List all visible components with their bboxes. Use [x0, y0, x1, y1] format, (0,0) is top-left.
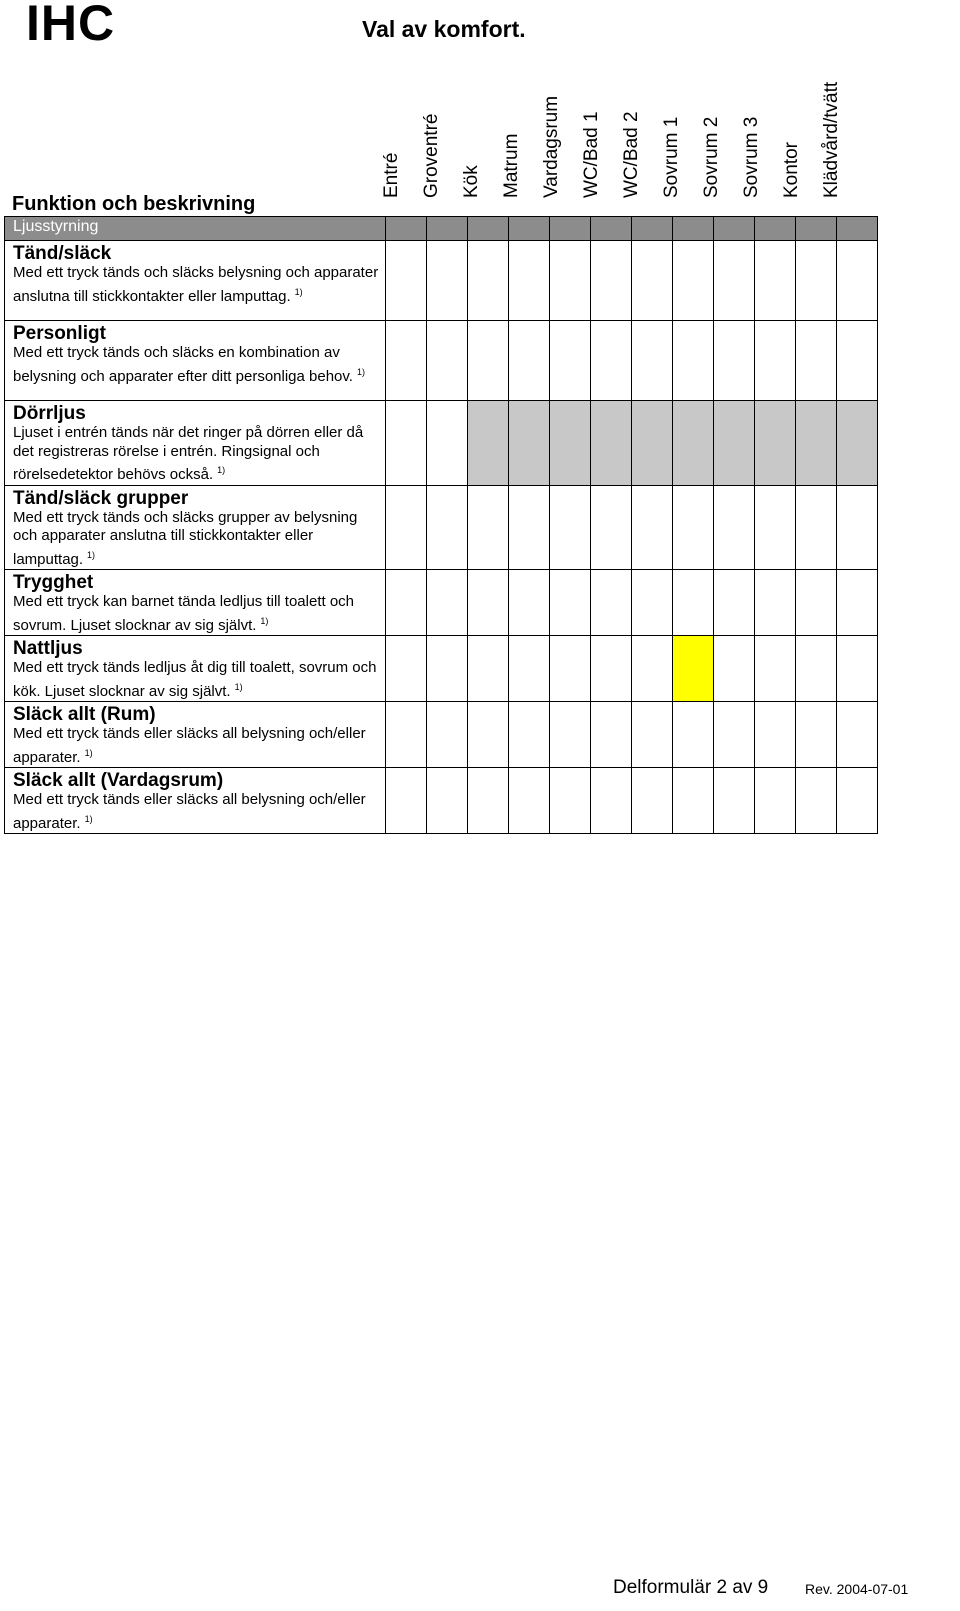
room-checkbox-cell[interactable]: [714, 241, 755, 321]
room-checkbox-cell[interactable]: [837, 321, 878, 401]
room-checkbox-cell[interactable]: [755, 702, 796, 768]
function-title: Släck allt (Vardagsrum): [13, 770, 224, 791]
room-checkbox-cell: [468, 401, 509, 486]
room-checkbox-cell[interactable]: [673, 702, 714, 768]
room-checkbox-cell: [550, 401, 591, 486]
function-description-text: Med ett tryck tänds och släcks en kombination av belysning och apparater efter ditt personliga behov.: [13, 344, 353, 385]
room-checkbox-cell[interactable]: [550, 702, 591, 768]
function-title: Dörrljus: [13, 403, 86, 424]
function-description-cell: [5, 636, 386, 702]
room-checkbox-cell: [591, 401, 632, 486]
category-cell: [632, 217, 673, 241]
category-cell: [837, 217, 878, 241]
room-checkbox-cell[interactable]: [550, 321, 591, 401]
room-checkbox-cell[interactable]: [386, 570, 427, 636]
category-cell: [796, 217, 837, 241]
room-checkbox-cell[interactable]: [591, 321, 632, 401]
room-checkbox-cell[interactable]: [632, 768, 673, 834]
function-title: Trygghet: [13, 572, 94, 593]
room-checkbox-cell[interactable]: [591, 636, 632, 702]
room-checkbox-cell[interactable]: [673, 570, 714, 636]
room-checkbox-cell[interactable]: [673, 321, 714, 401]
column-header: Klädvård/tvätt: [821, 81, 842, 198]
category-cell: [673, 217, 714, 241]
room-checkbox-cell[interactable]: [550, 241, 591, 321]
function-description-text: Ljuset i entrén tänds när det ringer på dörren eller då det registreras rörelse i entrén. Ringsignal och rörelsedetektor behövs också.: [13, 424, 364, 483]
room-checkbox-cell[interactable]: [714, 570, 755, 636]
room-checkbox-cell[interactable]: [796, 241, 837, 321]
room-checkbox-cell[interactable]: [427, 570, 468, 636]
function-title: Släck allt (Rum): [13, 704, 156, 725]
room-checkbox-cell[interactable]: [468, 241, 509, 321]
column-header: Vardagsrum: [541, 95, 562, 198]
table-row: [5, 401, 878, 486]
function-description-text: Med ett tryck tänds eller släcks all belysning och/eller apparater.: [13, 725, 366, 766]
category-cell: [468, 217, 509, 241]
table-row: [5, 570, 878, 636]
room-checkbox-cell[interactable]: [591, 485, 632, 570]
room-checkbox-cell[interactable]: [755, 321, 796, 401]
function-description: [13, 344, 381, 386]
room-checkbox-cell[interactable]: [550, 768, 591, 834]
room-checkbox-cell[interactable]: [550, 570, 591, 636]
room-checkbox-cell[interactable]: [755, 570, 796, 636]
room-checkbox-cell[interactable]: [427, 636, 468, 702]
function-description-text: Med ett tryck tänds ledljus åt dig till toalett, sovrum och kök. Ljuset slocknar av sig självt.: [13, 659, 377, 700]
room-checkbox-cell[interactable]: [673, 485, 714, 570]
category-cell: [509, 217, 550, 241]
comfort-table: [4, 216, 878, 834]
table-row: [5, 241, 878, 321]
room-checkbox-cell[interactable]: [755, 485, 796, 570]
category-cell: [427, 217, 468, 241]
room-checkbox-cell: [796, 401, 837, 486]
function-heading: Funktion och beskrivning: [12, 193, 256, 215]
function-description-cell: [5, 768, 386, 834]
function-description: [13, 659, 381, 701]
footnote-marker: 1): [294, 286, 303, 297]
room-checkbox-cell[interactable]: [509, 768, 550, 834]
column-header: Sovrum 3: [741, 116, 762, 198]
footnote-marker: 1): [217, 465, 226, 475]
room-checkbox-cell: [755, 401, 796, 486]
category-cell: [755, 217, 796, 241]
function-description: [13, 509, 381, 570]
function-description-text: Med ett tryck tänds eller släcks all belysning och/eller apparater.: [13, 791, 366, 832]
room-checkbox-cell[interactable]: [837, 768, 878, 834]
footnote-marker: 1): [84, 813, 93, 824]
room-checkbox-cell[interactable]: [386, 321, 427, 401]
room-checkbox-cell[interactable]: [591, 702, 632, 768]
room-checkbox-cell[interactable]: [386, 702, 427, 768]
room-checkbox-cell[interactable]: [796, 636, 837, 702]
room-checkbox-cell[interactable]: [755, 768, 796, 834]
room-checkbox-cell[interactable]: [837, 241, 878, 321]
room-checkbox-cell[interactable]: [427, 485, 468, 570]
function-description: [13, 593, 381, 635]
footnote-marker: 1): [84, 747, 93, 758]
room-checkbox-cell[interactable]: [796, 321, 837, 401]
room-checkbox-cell[interactable]: [796, 702, 837, 768]
room-checkbox-cell[interactable]: [755, 241, 796, 321]
column-header: WC/Bad 1: [581, 111, 602, 198]
room-checkbox-cell[interactable]: [386, 485, 427, 570]
room-checkbox-cell[interactable]: [796, 485, 837, 570]
room-checkbox-cell[interactable]: [468, 321, 509, 401]
room-checkbox-cell[interactable]: [386, 636, 427, 702]
column-header: Groventré: [421, 113, 442, 198]
category-cell: [714, 217, 755, 241]
room-checkbox-cell[interactable]: [509, 636, 550, 702]
room-checkbox-cell[interactable]: [550, 485, 591, 570]
brand-logo: IHC: [26, 0, 116, 51]
footnote-marker: 1): [356, 366, 365, 377]
function-description-cell: [5, 702, 386, 768]
function-description-cell: [5, 241, 386, 321]
column-header: Matrum: [501, 133, 522, 198]
function-description-text: Med ett tryck kan barnet tända ledljus till toalett och sovrum. Ljuset slocknar av sig självt.: [13, 593, 355, 634]
function-description-cell: [5, 485, 386, 570]
table-row: [5, 485, 878, 570]
room-checkbox-cell[interactable]: [632, 636, 673, 702]
room-checkbox-cell[interactable]: [591, 241, 632, 321]
room-checkbox-cell[interactable]: [673, 768, 714, 834]
room-checkbox-cell[interactable]: [550, 636, 591, 702]
column-header: Sovrum 2: [701, 116, 722, 198]
column-header: Sovrum 1: [661, 116, 682, 198]
form-page-indicator: Delformulär 2 av 9: [613, 1577, 769, 1598]
category-row: [5, 217, 878, 241]
room-checkbox-cell: [673, 401, 714, 486]
room-checkbox-cell[interactable]: [427, 702, 468, 768]
room-checkbox-cell: [837, 401, 878, 486]
function-description-cell: [5, 321, 386, 401]
function-description-text: Med ett tryck tänds och släcks grupper av belysning och apparater anslutna till stickkontakter eller lamputtag.: [13, 508, 358, 568]
room-checkbox-cell[interactable]: [509, 321, 550, 401]
room-checkbox-cell[interactable]: [386, 768, 427, 834]
function-title: Personligt: [13, 323, 106, 344]
function-description: [13, 791, 381, 833]
room-checkbox-cell[interactable]: [714, 321, 755, 401]
function-description: [13, 264, 381, 306]
room-checkbox-cell[interactable]: [673, 241, 714, 321]
function-description-cell: [5, 401, 386, 486]
footnote-marker: 1): [260, 615, 269, 626]
function-description-text: Med ett tryck tänds och släcks belysning och apparater anslutna till stickkontakter eller lamputtag.: [13, 264, 379, 305]
room-checkbox-cell[interactable]: [509, 241, 550, 321]
room-checkbox-cell[interactable]: [386, 401, 427, 486]
room-checkbox-cell[interactable]: [632, 321, 673, 401]
category-cell: [550, 217, 591, 241]
room-checkbox-cell: [632, 401, 673, 486]
room-checkbox-cell[interactable]: [468, 570, 509, 636]
room-checkbox-cell[interactable]: [837, 636, 878, 702]
room-checkbox-cell[interactable]: [427, 401, 468, 486]
room-checkbox-cell[interactable]: [427, 321, 468, 401]
page-title: Val av komfort.: [362, 16, 526, 42]
room-checkbox-cell[interactable]: [632, 702, 673, 768]
room-checkbox-cell[interactable]: [837, 702, 878, 768]
table-row: [5, 636, 878, 702]
room-checkbox-cell[interactable]: [427, 241, 468, 321]
revision-date: Rev. 2004-07-01: [805, 1581, 909, 1597]
column-header: Kök: [461, 165, 482, 198]
room-checkbox-cell[interactable]: [591, 768, 632, 834]
room-checkbox-cell: [714, 401, 755, 486]
column-header: Entré: [381, 152, 402, 198]
table-row: [5, 768, 878, 834]
footnote-marker: 1): [87, 549, 96, 560]
room-checkbox-cell[interactable]: [591, 570, 632, 636]
room-checkbox-cell[interactable]: [468, 702, 509, 768]
room-checkbox-cell[interactable]: [468, 636, 509, 702]
category-cell: [591, 217, 632, 241]
room-checkbox-cell[interactable]: [468, 485, 509, 570]
room-checkbox-cell[interactable]: [632, 570, 673, 636]
room-checkbox-cell[interactable]: [755, 636, 796, 702]
function-description: [13, 725, 381, 767]
function-description: [13, 424, 381, 485]
room-checkbox-cell: [509, 401, 550, 486]
room-checkbox-cell[interactable]: [386, 241, 427, 321]
function-title: Tänd/släck: [13, 243, 112, 264]
room-checkbox-cell[interactable]: [509, 570, 550, 636]
table-row: [5, 702, 878, 768]
category-label: Ljusstyrning: [5, 217, 386, 241]
room-checkbox-cell[interactable]: [673, 636, 714, 702]
room-checkbox-cell[interactable]: [714, 768, 755, 834]
room-checkbox-cell[interactable]: [714, 636, 755, 702]
category-cell: [386, 217, 427, 241]
room-checkbox-cell[interactable]: [714, 702, 755, 768]
room-checkbox-cell[interactable]: [468, 768, 509, 834]
room-checkbox-cell[interactable]: [796, 768, 837, 834]
function-description-cell: [5, 570, 386, 636]
function-title: Nattljus: [13, 638, 83, 659]
room-checkbox-cell[interactable]: [509, 485, 550, 570]
room-checkbox-cell[interactable]: [427, 768, 468, 834]
function-title: Tänd/släck grupper: [13, 487, 189, 509]
room-checkbox-cell[interactable]: [632, 241, 673, 321]
room-checkbox-cell[interactable]: [632, 485, 673, 570]
room-checkbox-cell[interactable]: [714, 485, 755, 570]
room-checkbox-cell[interactable]: [796, 570, 837, 636]
footnote-marker: 1): [234, 681, 243, 692]
column-header: Kontor: [781, 142, 802, 198]
room-checkbox-cell[interactable]: [837, 485, 878, 570]
table-row: [5, 321, 878, 401]
room-checkbox-cell[interactable]: [509, 702, 550, 768]
column-header: WC/Bad 2: [621, 111, 642, 198]
room-checkbox-cell[interactable]: [837, 570, 878, 636]
